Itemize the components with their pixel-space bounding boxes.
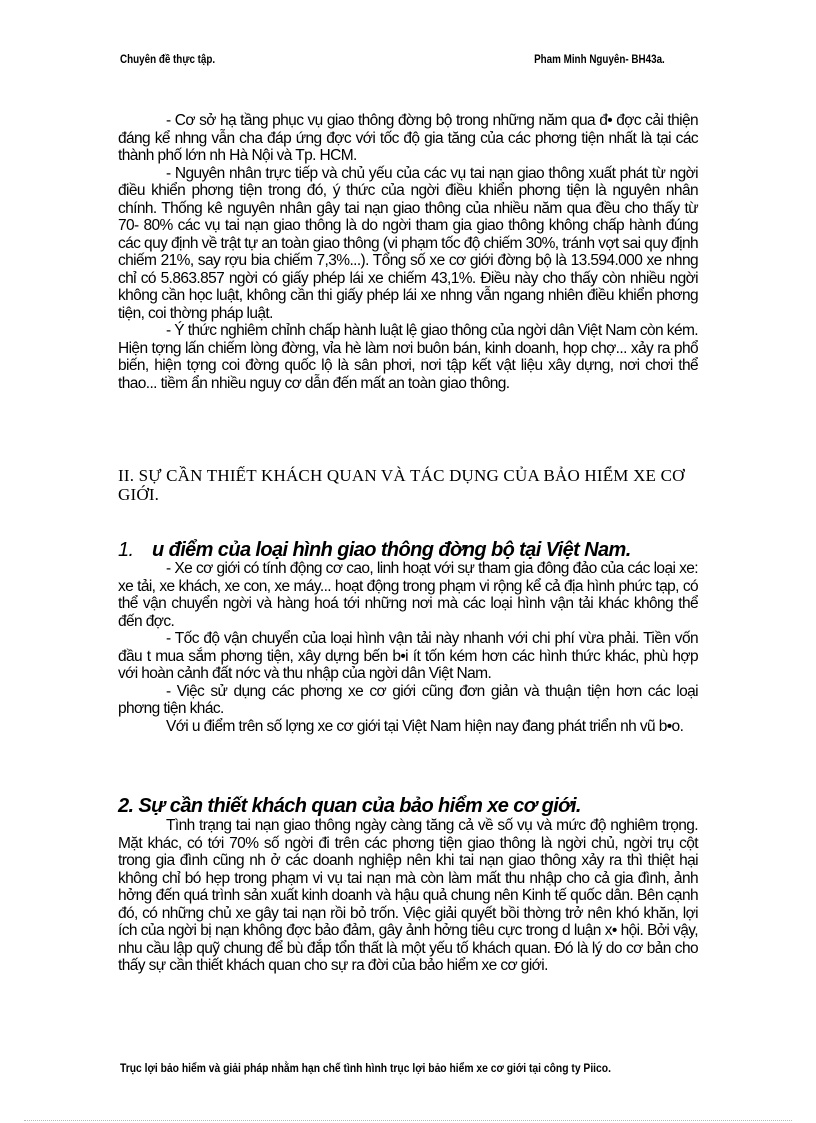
subsection-1-body <box>118 560 698 735</box>
paragraph-speed-cost: - Tốc độ vận chuyển của loại hình vận tải này nhanh với chi phí vừa phải. Tiền vốn đầu t mua sắm phơng tiện, xây dựng bến b•i ít tốn kém hơn các hình thức khác, phù hợp với hoàn cảnh đất nớc và thu nhập của ngời dân Việt Nam. <box>118 630 698 682</box>
paragraph-awareness: - Ý thức nghiêm chỉnh chấp hành luật lệ giao thông của ngời dân Việt Nam còn kém. Hiện tợng lấn chiếm lòng đờng, vỉa hè làm nơi buôn bán, kinh doanh, họp chợ... xảy ra phổ biến, hiện tợng coi đờng quốc lộ là sân phơi, nơi tập kết vật liệu xây dựng, nơi chơi thể thao... tiềm ẩn nhiều nguy cơ dẫn đến mất an toàn giao thông. <box>118 322 698 392</box>
page-footer: Trục lợi bảo hiểm và giải pháp nhằm hạn chế tình hình trục lợi bảo hiểm xe cơ giới tại công ty Piico. <box>120 1061 611 1075</box>
paragraph-vehicle-advantages: - Xe cơ giới có tính động cơ cao, linh hoạt với sự tham gia đông đảo của các loại xe: xe tải, xe khách, xe con, xe máy... hoạt động trong phạm vi rộng kể cả địa hình phức tạp, có thể vận chuyển ngời và hàng hoá tới những nơi mà các loại hình vận tải khác không thể đến đợc. <box>118 560 698 630</box>
header-author: Pham Minh Nguyên- BH43a. <box>534 52 665 66</box>
paragraph-direct-causes: - Nguyên nhân trực tiếp và chủ yếu của các vụ tai nạn giao thông xuất phát từ ngời điều khiển phơng tiện trong đó, ý thức của ngời điều khiển phơng tiện là nguyên nhân chính. Thống kê nguyên nhân gây tai nạn giao thông của nhiều năm qua đều cho thấy từ 70- 80% các vụ tai nạn giao thông là do ngời tham gia giao thông không chấp hành đúng các quy định về trật tự an toàn giao thông (vi phạm tốc độ chiếm 30%, tránh vợt sai quy định chiếm 21%, say rợu bia chiếm 7,3%...). Tổng số xe cơ giới đờng bộ là 13.594.000 xe nhng chỉ có 5.863.857 ngời có giấy phép lái xe chiếm 43,1%. Điều này cho thấy còn nhiều ngời không cần học luật, không cần thi giấy phép lái xe nhng vẫn ngang nhiên điều khiển phơng tiện, coi thờng pháp luật. <box>118 164 698 322</box>
subsection-1-title: u điểm của loại hình giao thông đờng bộ tại Việt Nam. <box>152 539 631 561</box>
subsection-1-number: 1. <box>118 539 134 561</box>
subsection-2-body <box>118 817 698 975</box>
section-heading: II. SỰ CẦN THIẾT KHÁCH QUAN VÀ TÁC DỤNG CỦA BẢO HIỂM XE CƠ GIỚI. <box>118 466 685 504</box>
header-left-title: Chuyên đề thực tập. <box>120 52 216 66</box>
subsection-2-heading: 2. Sự cần thiết khách quan của bảo hiểm xe cơ giới. <box>118 795 581 817</box>
page-bottom-border <box>24 1120 792 1121</box>
paragraph-simplicity: - Việc sử dụng các phơng xe cơ giới cũng đơn giản và thuận tiện hơn các loại phơng tiện khác. <box>118 682 698 717</box>
subsection-1-heading <box>118 539 718 561</box>
intro-paragraphs <box>118 112 698 392</box>
paragraph-necessity: Tình trạng tai nạn giao thông ngày càng tăng cả về số vụ và mức độ nghiêm trọng. Mặt khác, có tới 70% số ngời đi trên các phơng tiện giao thông là ngời chủ, ngời trụ cột trong gia đình cũng nh ở các doanh nghiệp nên khi tai nạn giao thông xảy ra thì thiệt hại không chỉ bó hẹp trong phạm vi vụ tai nạn mà còn làm mất thu nhập cho cả gia đình, ảnh hởng đến quá trình sản xuất kinh doanh và hậu quả chung nên Kinh tế quốc dân. Bên cạnh đó, có những chủ xe gây tai nạn rồi bỏ trốn. Việc giải quyết bồi thờng trở nên khó khăn, lợi ích của ngời bị nạn không đợc bảo đảm, gây ảnh hởng tiêu cực trong d luận x• hội. Bởi vậy, nhu cầu lập quỹ chung để bù đắp tổn thất là một yếu tố khách quan. Đó là lý do cơ bản cho thấy sự cần thiết khách quan cho sự ra đời của bảo hiểm xe cơ giới. <box>118 817 698 974</box>
paragraph-growth: Với u điểm trên số lợng xe cơ giới tại Việt Nam hiện nay đang phát triển nh vũ b•o. <box>166 717 684 735</box>
paragraph-infrastructure: - Cơ sở hạ tầng phục vụ giao thông đờng bộ trong những năm qua đ• đợc cải thiện đáng kể nhng vẫn cha đáp ứng đợc với tốc độ gia tăng của các phơng tiện nhất là tại các thành phố lớn nh Hà Nội và Tp. HCM. <box>118 112 698 164</box>
